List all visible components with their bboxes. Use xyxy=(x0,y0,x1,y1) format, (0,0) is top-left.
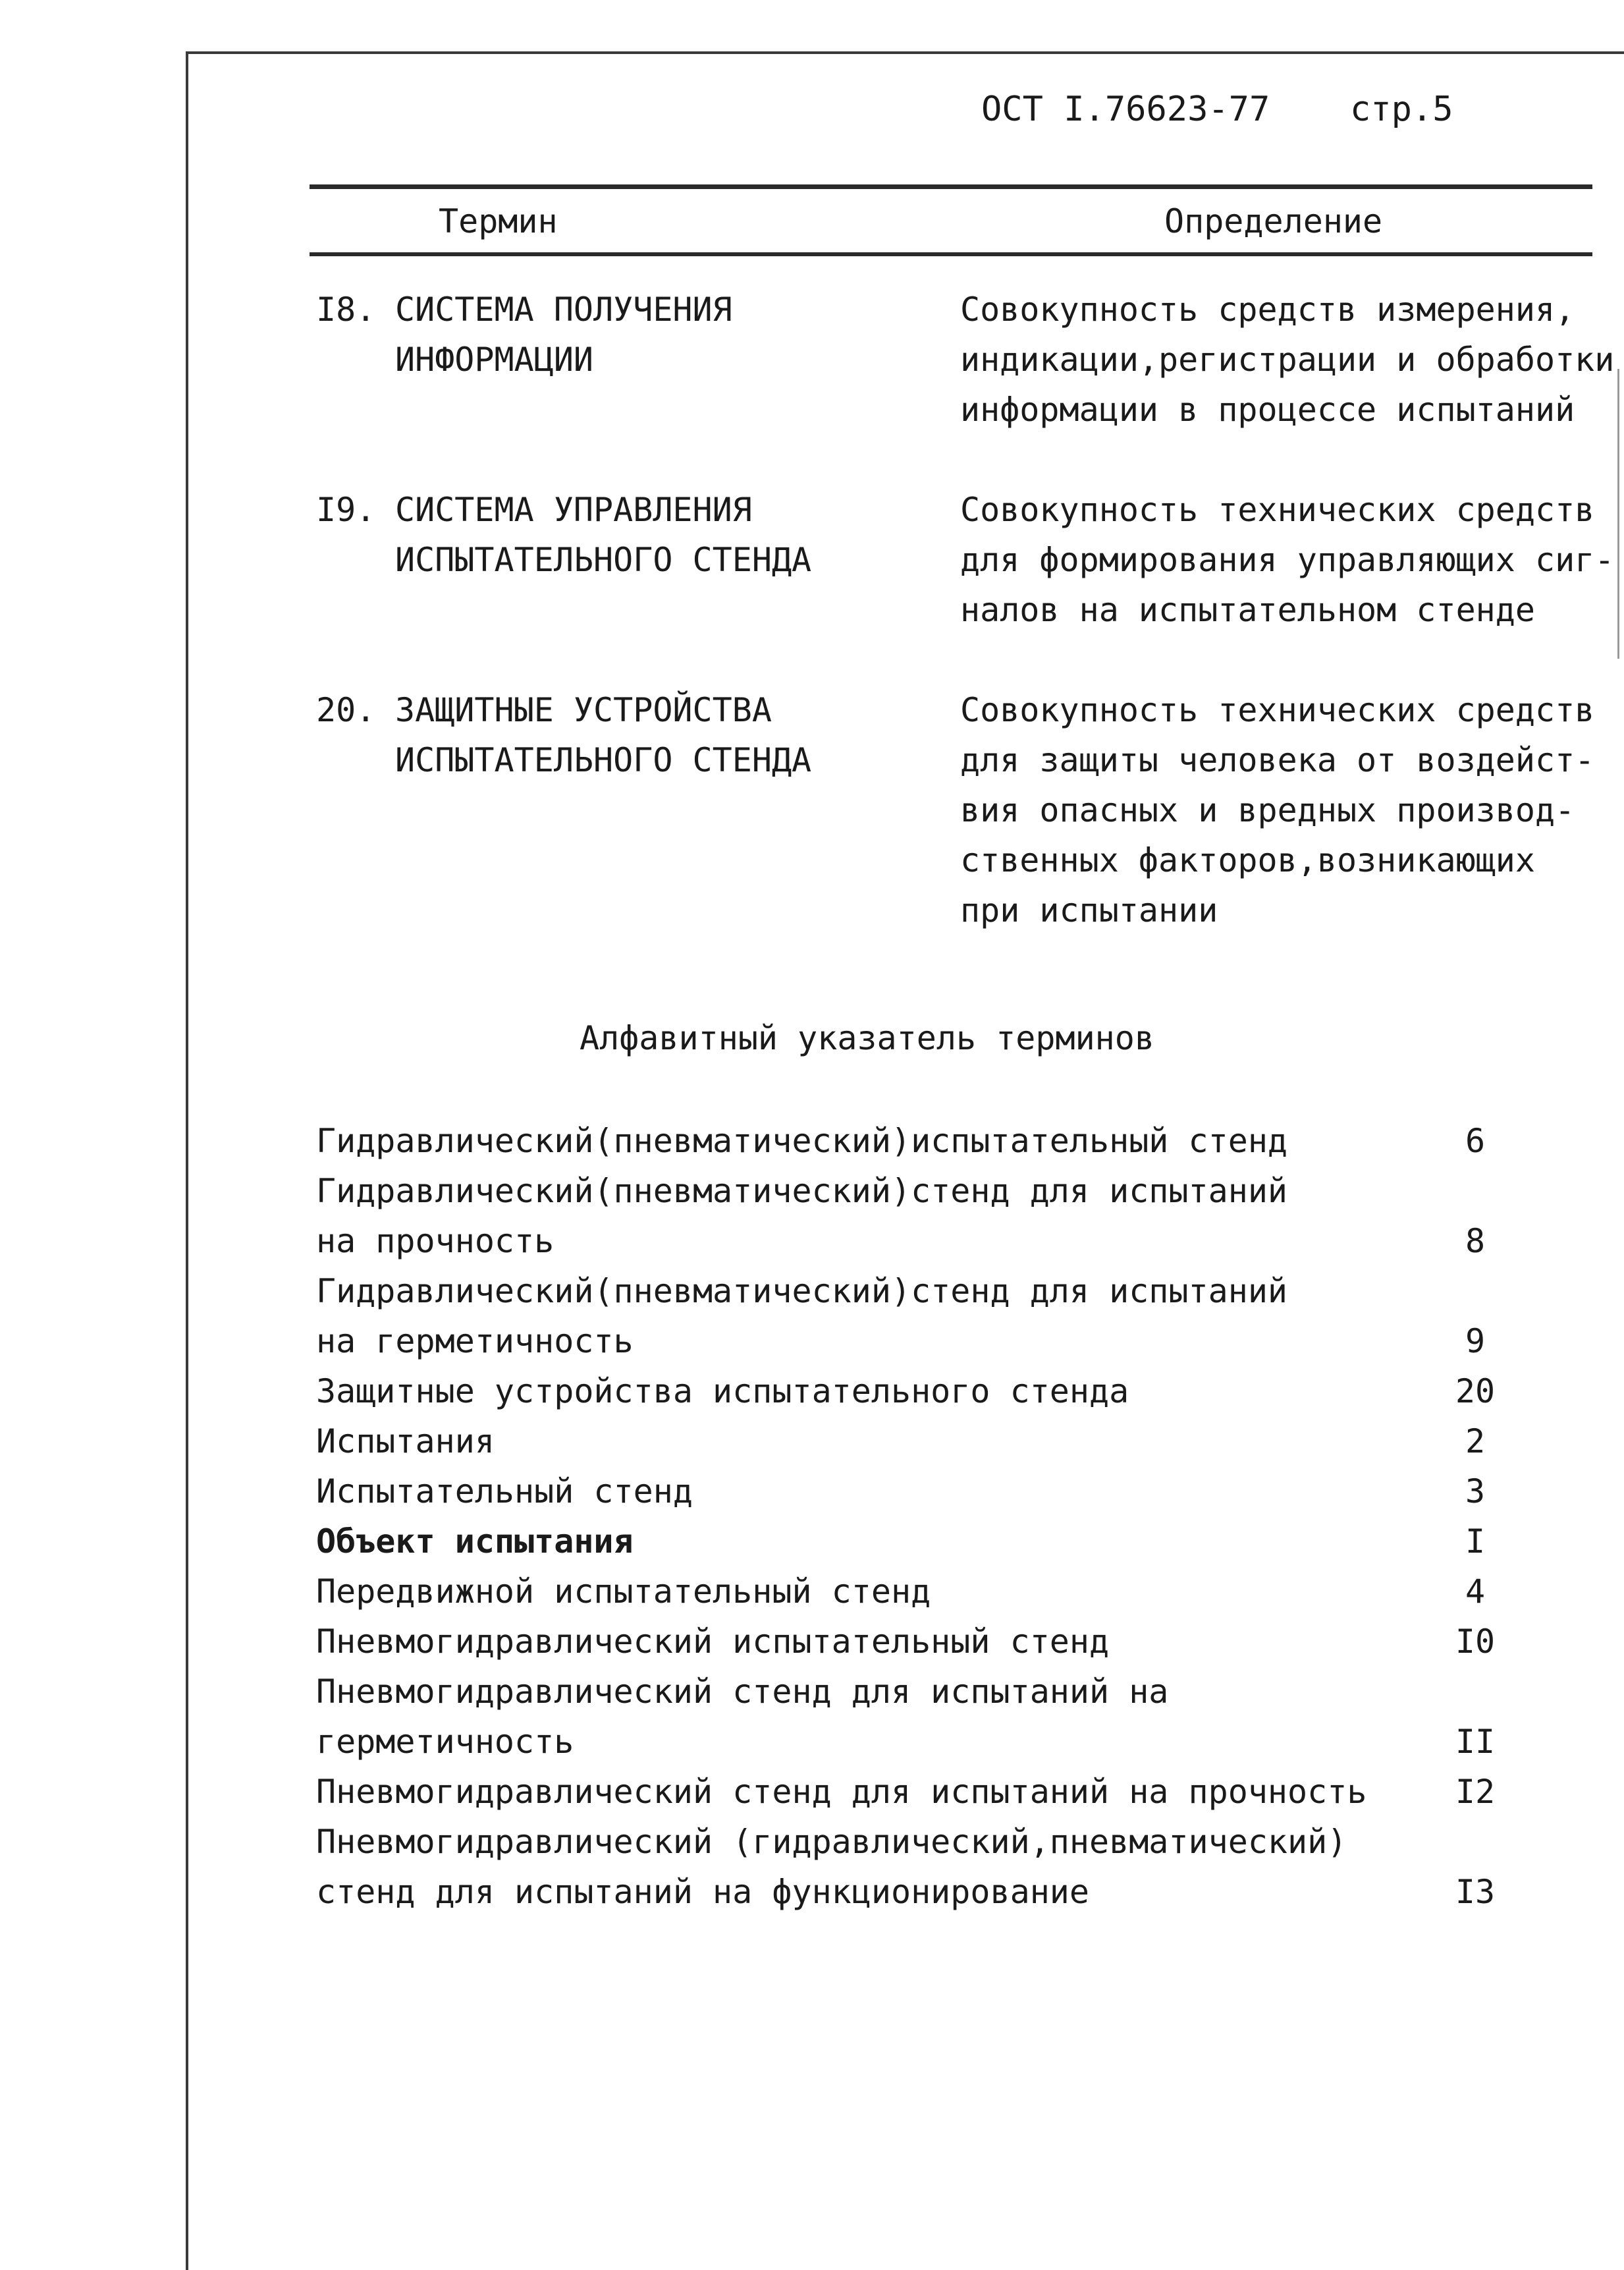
index-item-page: 8 xyxy=(1465,1222,1486,1260)
index-item-text: Защитные устройства испытательного стенда xyxy=(316,1372,1129,1410)
column-header-definition: Определение xyxy=(1164,202,1383,240)
page-frame-right-border xyxy=(1617,369,1619,659)
index-item-page: I xyxy=(1465,1522,1486,1561)
entry-definition-line: налов на испытательном стенде xyxy=(960,591,1535,629)
index-item-text: Передвижной испытательный стенд xyxy=(316,1572,931,1611)
entry-number: 20. xyxy=(316,691,376,729)
index-title: Алфавитный указатель терминов xyxy=(580,1019,1154,1057)
index-item-page: 2 xyxy=(1465,1422,1486,1460)
entry-definition-line: индикации,регистрации и обработки xyxy=(960,341,1615,379)
document-code: ОСТ I.76623-77 xyxy=(981,90,1270,129)
entry-term-line: ИНФОРМАЦИИ xyxy=(395,341,594,379)
index-item-text: Пневмогидравлический стенд для испытаний на xyxy=(316,1673,1169,1711)
entry-definition-line: Совокупность средств измерения, xyxy=(960,291,1575,329)
index-item-text: Пневмогидравлический испытательный стенд xyxy=(316,1622,1110,1661)
index-item-text: Гидравлический(пневматический)стенд для испытаний xyxy=(316,1272,1288,1310)
index-item-page: II xyxy=(1455,1723,1496,1761)
index-item-text: на прочность xyxy=(316,1222,555,1260)
index-item-text: Объект испытания xyxy=(316,1522,634,1561)
column-header-term: Термин xyxy=(439,202,558,240)
entry-definition-line: Совокупность технических средств xyxy=(960,491,1595,529)
index-item-text: герметичность xyxy=(316,1723,574,1761)
index-item-text: Гидравлический(пневматический)испытательный стенд xyxy=(316,1122,1288,1160)
index-item-text: на герметичность xyxy=(316,1322,634,1360)
index-item-text: стенд для испытаний на функционирование xyxy=(316,1873,1089,1911)
entry-number: I9. xyxy=(316,491,376,529)
index-item-text: Испытания xyxy=(316,1422,495,1460)
entry-definition-line: информации в процессе испытаний xyxy=(960,391,1575,429)
table-header-bottom-rule xyxy=(310,252,1592,256)
entry-term-line: ИСПЫТАТЕЛЬНОГО СТЕНДА xyxy=(395,541,812,579)
page-frame-left-border xyxy=(186,51,188,2270)
index-item-text: Гидравлический(пневматический)стенд для испытаний xyxy=(316,1172,1288,1210)
entry-term-line: СИСТЕМА ПОЛУЧЕНИЯ xyxy=(395,291,732,329)
index-item-text: Испытательный стенд xyxy=(316,1472,693,1510)
entry-definition-line: для защиты человека от воздейст- xyxy=(960,741,1595,779)
index-item-text: Пневмогидравлический (гидравлический,пневматический) xyxy=(316,1823,1347,1861)
entry-term-line: СИСТЕМА УПРАВЛЕНИЯ xyxy=(395,491,752,529)
page-number: стр.5 xyxy=(1350,90,1453,129)
index-item-page: 20 xyxy=(1455,1372,1496,1410)
entry-definition-line: вия опасных и вредных производ- xyxy=(960,791,1575,829)
entry-term-line: ЗАЩИТНЫЕ УСТРОЙСТВА xyxy=(395,691,772,729)
index-item-page: 6 xyxy=(1465,1122,1486,1160)
entry-definition-line: для формирования управляющих сиг- xyxy=(960,541,1615,579)
index-item-page: I2 xyxy=(1455,1773,1496,1811)
entry-definition-line: ственных факторов,возникающих xyxy=(960,841,1535,879)
entry-definition-line: Совокупность технических средств xyxy=(960,691,1595,729)
index-item-page: I3 xyxy=(1455,1873,1496,1911)
index-item-text: Пневмогидравлический стенд для испытаний на прочность xyxy=(316,1773,1367,1811)
index-item-page: 4 xyxy=(1465,1572,1486,1611)
index-item-page: I0 xyxy=(1455,1622,1496,1661)
index-item-page: 3 xyxy=(1465,1472,1486,1510)
entry-number: I8. xyxy=(316,291,376,329)
entry-term-line: ИСПЫТАТЕЛЬНОГО СТЕНДА xyxy=(395,741,812,779)
page-frame-top-border xyxy=(186,51,1624,54)
table-header-top-rule xyxy=(310,184,1592,189)
index-item-page: 9 xyxy=(1465,1322,1486,1360)
entry-definition-line: при испытании xyxy=(960,891,1218,929)
